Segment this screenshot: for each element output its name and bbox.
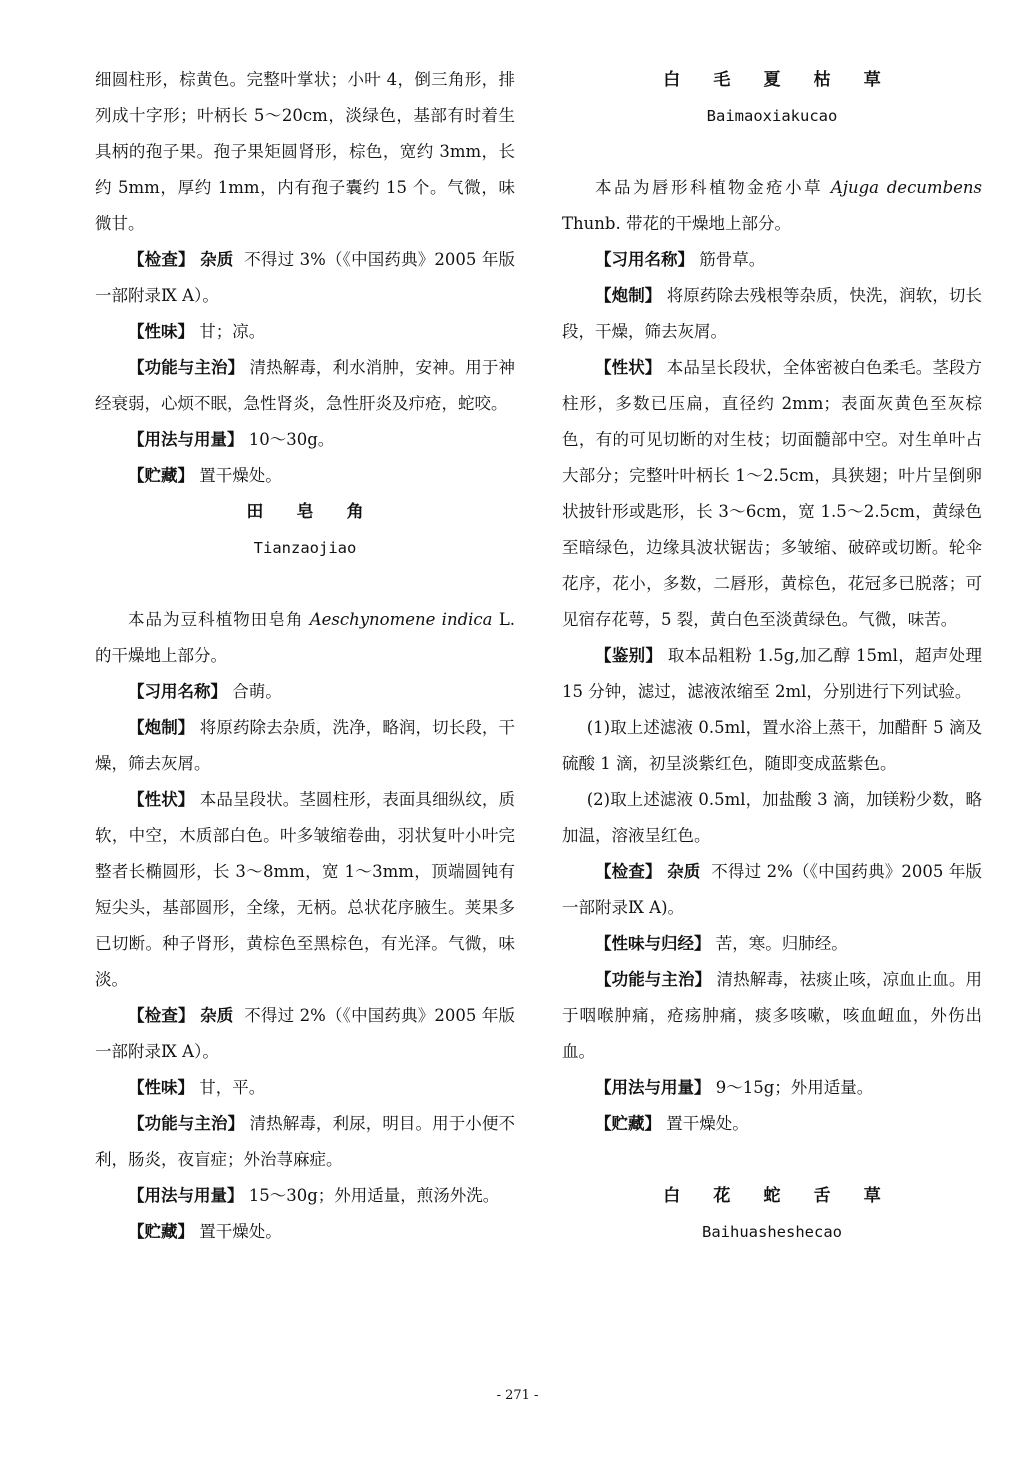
section-text: 本品呈段状。茎圆柱形，表面具细纵纹，质软，中空，木质部白色。叶多皱缩卷曲，羽状复叶小叶完整者长椭圆形，长 3～8mm，宽 1～3mm，顶端圆钝有短尖头，基部圆形，全缘，无柄。总状花序腋生。荚果多已切断。种子肾形，黄棕色至黑棕色，有光泽。气微，味淡。 — [95, 790, 516, 989]
section-jiancha — [95, 998, 515, 1070]
section-text: 合萌。 — [232, 682, 282, 701]
test-item-1: (1)取上述滤液 0.5ml，置水浴上蒸干，加醋酐 5 滴及硫酸 1 滴，初呈淡紫红色，随即变成蓝紫色。 — [562, 718, 982, 773]
section-tag: 【用法与用量】 — [128, 1186, 244, 1205]
section-tag: 【习用名称】 — [595, 250, 694, 269]
intro-text: L. 的干燥地上部分。 — [95, 610, 516, 665]
section-gongneng — [95, 1106, 515, 1178]
section-text: 清热解毒，利尿，明目。用于小便不利，肠炎，夜盲症；外治荨麻症。 — [95, 1114, 515, 1169]
section-tag: 【鉴别】 — [595, 646, 663, 665]
monograph-pinyin: Baimaoxiakucao — [706, 107, 838, 125]
left-column — [95, 62, 515, 1250]
latin-name: Aeschynomene indica — [309, 610, 493, 629]
section-jiancha — [562, 854, 982, 926]
intro-text: Thunb. 带花的干燥地上部分。 — [562, 214, 791, 233]
section-tag: 【性状】 — [595, 358, 662, 377]
section-gongneng — [562, 962, 982, 1070]
section-text: 苦，寒。归肺经。 — [715, 934, 848, 953]
section-paozhi — [95, 710, 515, 782]
section-tag: 【贮藏】 — [595, 1114, 661, 1133]
section-tag: 【贮藏】 — [128, 466, 194, 485]
section-tag: 【贮藏】 — [128, 1222, 194, 1241]
section-yongfa — [95, 1178, 515, 1214]
section-text: 置干燥处。 — [666, 1114, 749, 1133]
test-item-2: (2)取上述滤液 0.5ml，加盐酸 3 滴，加镁粉少数，略加温，溶液呈红色。 — [562, 790, 982, 845]
section-tag: 【炮制】 — [595, 286, 662, 305]
section-zhucang — [95, 1214, 515, 1250]
monograph-pinyin: Baihuasheshecao — [702, 1223, 842, 1241]
subsection-tag: 杂质 — [200, 250, 234, 269]
section-yongfa — [562, 1070, 982, 1106]
section-tag: 【功能与主治】 — [128, 358, 245, 377]
monograph-title: 白 毛 夏 枯 草 — [663, 70, 895, 90]
section-xiyong — [95, 674, 515, 710]
intro-text: 本品为唇形科植物金疮小草 — [595, 178, 824, 197]
section-text: 不得过 3%（《中国药典》2005 年版一部附录Ⅸ A）。 — [95, 250, 516, 305]
section-xiyong — [562, 242, 982, 278]
section-tag: 【性味】 — [128, 1078, 194, 1097]
section-tag: 【用法与用量】 — [595, 1078, 711, 1097]
section-tag: 【性味】 — [128, 322, 194, 341]
page-number: - 271 - — [496, 1388, 539, 1403]
section-yongfa — [95, 422, 515, 458]
section-text: 筋骨草。 — [699, 250, 766, 269]
section-paozhi — [562, 278, 982, 350]
section-tag: 【功能与主治】 — [595, 970, 712, 989]
section-xingzhuang — [562, 350, 982, 638]
intro-text: 本品为豆科植物田皂角 — [128, 610, 304, 629]
section-jianbie — [562, 638, 982, 710]
section-text: 清热解毒，祛痰止咳，凉血止血。用于咽喉肿痛，疮疡肿痛，痰多咳嗽，咳血衄血，外伤出血。 — [562, 970, 982, 1061]
section-tag: 【炮制】 — [128, 718, 195, 737]
section-text: 置干燥处。 — [199, 1222, 282, 1241]
section-xingwei — [95, 314, 515, 350]
section-tag: 【检查】 — [128, 1006, 195, 1025]
section-text: 本品呈长段状，全体密被白色柔毛。茎段方柱形，多数已压扁，直径约 2mm；表面灰黄色至灰棕色，有的可见切断的对生枝；切面髓部中空。对生单叶占大部分；完整叶叶柄长 1～2.5cm，具狭翅；叶片呈倒卵状披针形或匙形，长 3～6cm，宽 1.5～2.5cm，黄绿色至暗绿色，边缘具波状锯齿；多皱缩、破碎或切断。轮伞花序，花小，多数，二唇形，黄棕色，花冠多已脱落；可见宿存花萼，5 裂，黄白色至淡黄绿色。气微，味苦。 — [562, 358, 983, 629]
subsection-tag: 杂质 — [200, 1006, 234, 1025]
section-text: 不得过 2%（《中国药典》2005 年版一部附录Ⅸ A)。 — [562, 862, 983, 917]
section-jiancha — [95, 242, 515, 314]
monograph-pinyin: Tianzaojiao — [253, 539, 357, 557]
section-text: 10～30g。 — [248, 430, 335, 449]
spacer — [562, 1142, 982, 1178]
spacer — [562, 134, 982, 170]
section-tag: 【习用名称】 — [128, 682, 227, 701]
section-text: 将原药除去残根等杂质，快洗，润软，切长段，干燥，筛去灰屑。 — [562, 286, 983, 341]
section-zhucang — [95, 458, 515, 494]
right-column — [562, 62, 982, 1250]
section-xingwei — [95, 1070, 515, 1106]
section-text: 不得过 2%（《中国药典》2005 年版一部附录Ⅸ A）。 — [95, 1006, 516, 1061]
section-text: 9～15g；外用适量。 — [715, 1078, 874, 1097]
monograph-title: 白 花 蛇 舌 草 — [663, 1186, 895, 1206]
section-tag: 【检查】 — [128, 250, 195, 269]
section-tag: 【功能与主治】 — [128, 1114, 245, 1133]
spacer — [95, 566, 515, 602]
section-gongneng — [95, 350, 515, 422]
section-text: 甘；凉。 — [199, 322, 266, 341]
section-text: 置干燥处。 — [199, 466, 282, 485]
section-tag: 【性味与归经】 — [595, 934, 711, 953]
latin-name: Ajuga decumbens — [830, 178, 982, 197]
monograph-intro — [562, 170, 982, 242]
section-text: 将原药除去杂质，洗净，略润，切长段，干燥，筛去灰屑。 — [95, 718, 516, 773]
section-tag: 【性状】 — [128, 790, 195, 809]
continued-description: 细圆柱形，棕黄色。完整叶掌状；小叶 4，倒三角形，排列成十字形；叶柄长 5～20cm，淡绿色，基部有时着生具柄的孢子果。孢子果矩圆肾形，棕色，宽约 3mm，长约 5mm，厚约 1mm，内有孢子囊约 15 个。气微，味微甘。 — [95, 70, 515, 233]
section-xingzhuang — [95, 782, 515, 998]
section-tag: 【用法与用量】 — [128, 430, 244, 449]
monograph-intro — [95, 602, 515, 674]
section-xingwei-guijing — [562, 926, 982, 962]
section-text: 取本品粗粉 1.5g,加乙醇 15ml，超声处理 15 分钟，滤过，滤液浓缩至 2ml，分别进行下列试验。 — [562, 646, 982, 701]
section-text: 清热解毒，利水消肿，安神。用于神经衰弱，心烦不眠，急性肾炎，急性肝炎及疖疮，蛇咬。 — [95, 358, 515, 413]
section-zhucang — [562, 1106, 982, 1142]
section-text: 甘，平。 — [199, 1078, 266, 1097]
section-tag: 【检查】 — [595, 862, 662, 881]
section-text: 15～30g；外用适量，煎汤外洗。 — [248, 1186, 500, 1205]
monograph-title: 田 皂 角 — [246, 502, 378, 522]
subsection-tag: 杂质 — [667, 862, 701, 881]
